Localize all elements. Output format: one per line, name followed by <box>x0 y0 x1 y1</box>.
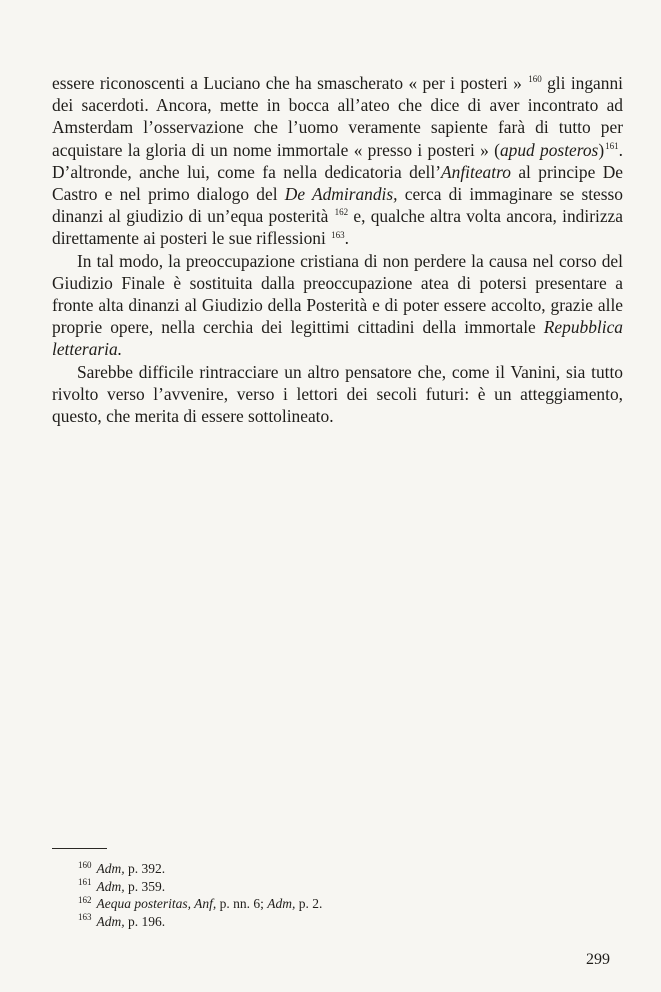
footnote-reference: 160 <box>528 74 542 85</box>
text-run: Sarebbe difficile rintracciare un altro pensatore che, come il Vanini, sia tutto rivolto verso l’avvenire, verso i lettori dei secoli futuri: è un atteggiamento, questo, che merita di essere sottolineato. <box>52 361 623 427</box>
italic-text: De Admirandis, <box>284 184 398 205</box>
text-run: . <box>344 228 350 249</box>
italic-text: Adm, <box>267 896 296 912</box>
paragraph <box>52 72 623 250</box>
italic-text: Adm, <box>96 878 125 894</box>
footnotes <box>78 860 578 930</box>
text-run: essere riconoscenti a Luciano che ha smascherato « per i posteri » <box>52 73 528 93</box>
footnote <box>78 895 578 913</box>
text-run: p. 196. <box>124 913 166 929</box>
text-run: ) <box>598 139 605 160</box>
footnote-rule <box>52 848 107 849</box>
page-number: 299 <box>586 951 610 968</box>
footnote-number: 163 <box>78 912 92 923</box>
footnote <box>78 860 578 878</box>
footnote-reference: 163 <box>331 229 345 240</box>
text-run: p. 2. <box>295 896 323 912</box>
footnote <box>78 878 578 896</box>
paragraph <box>52 361 623 428</box>
main-text <box>52 72 623 427</box>
text-run: gli inganni dei sacerdoti. Ancora, mette in bocca all’ateo che dice di aver incontrato ad Amsterdam l’osservazione che l’uomo veramente sapiente farà di tutto per acquistare la gloria di un nome immortale « presso i posteri » ( <box>52 73 624 160</box>
text-run: p. 392. <box>124 861 166 876</box>
text-run: In tal modo, la preoccupazione cristiana di non perdere la causa nel corso del Giudizio Finale è sostituita dalla preoccupazione atea di potersi presentare a fronte alta dinanzi al Giudizio della Posterità e di poter essere accolto, grazie alle proprie opere, nella cerchia dei legittimi cittadini della immortale <box>52 250 623 338</box>
italic-text: Anfiteatro <box>441 161 511 182</box>
footnote-reference: 162 <box>334 207 349 218</box>
text-run: al principe De Castro e nel primo dialogo del <box>52 161 623 205</box>
italic-text: Aequa posteritas, Anf, <box>96 896 217 912</box>
footnote-reference: 161 <box>605 140 619 151</box>
footnote-number: 161 <box>78 877 92 888</box>
italic-text: apud posteros <box>499 139 599 160</box>
italic-text: Adm, <box>96 861 125 876</box>
italic-text: Repubblica letteraria. <box>52 317 623 360</box>
footnote <box>78 913 578 931</box>
text-run: p. nn. 6; <box>216 896 268 912</box>
italic-text: Adm, <box>96 913 125 929</box>
footnote-number: 160 <box>78 859 92 870</box>
paragraph <box>52 250 623 361</box>
text-run: cerca di immaginare se stesso dinanzi al giudizio di un’equa posterità <box>52 184 623 227</box>
footnote-number: 162 <box>78 894 92 905</box>
text-run: e, qualche altra volta ancora, indirizza direttamente ai posteri le sue riflessioni <box>52 206 623 249</box>
text-run: . D’altronde, anche lui, come fa nella dedicatoria dell’ <box>52 139 623 182</box>
text-run: p. 359. <box>124 878 166 894</box>
